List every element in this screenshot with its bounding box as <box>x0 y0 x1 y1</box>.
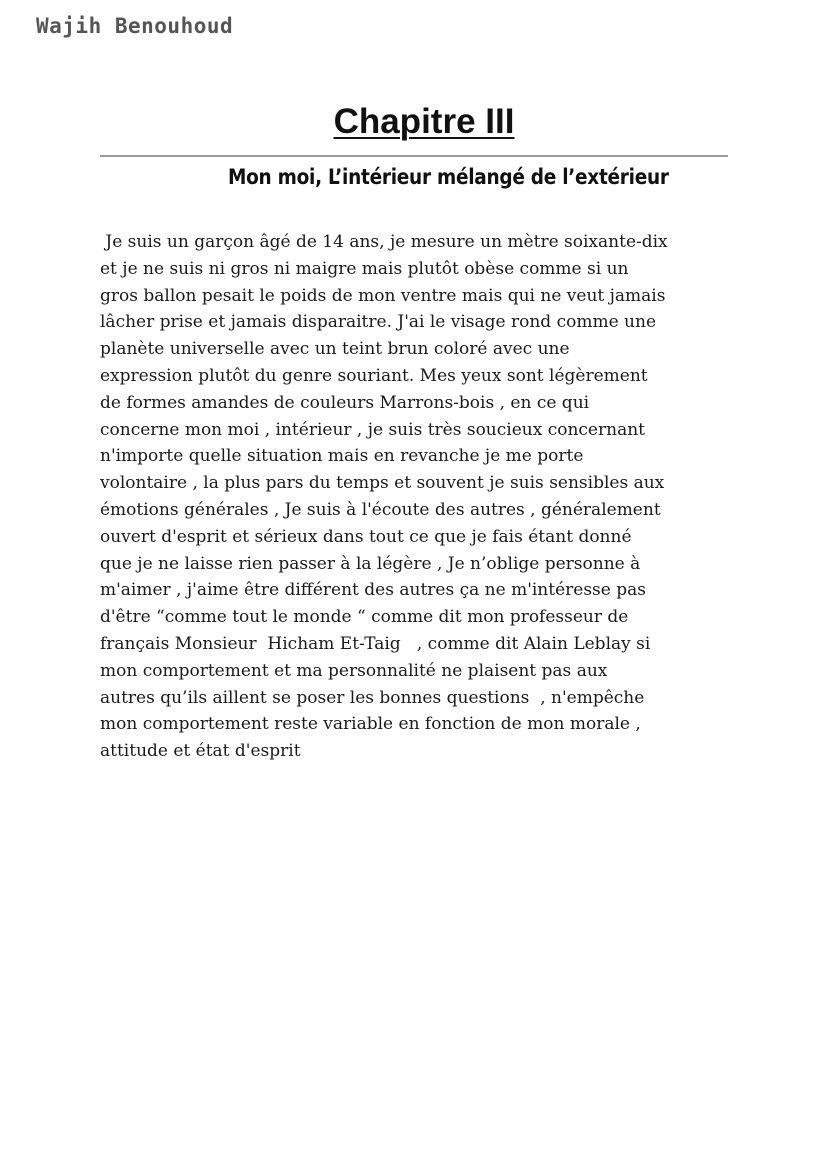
paragraph-line: concerne mon moi , intérieur , je suis très soucieux concernant <box>100 419 645 440</box>
paragraph-line: mon comportement reste variable en fonction de mon morale , <box>100 714 641 735</box>
chapter-subtitle: Mon moi, L’intérieur mélangé de l’extérieur <box>228 165 669 189</box>
paragraph-line: autres qu’ils aillent se poser les bonnes questions , n'empêche <box>100 687 645 708</box>
paragraph-line: volontaire , la plus pars du temps et souvent je suis sensibles aux <box>100 473 665 494</box>
paragraph-line: français Monsieur Hicham Et-Taig , comme dit Alain Leblay si <box>100 633 651 654</box>
paragraph-line: d'être “comme tout le monde “ comme dit mon professeur de <box>100 607 629 628</box>
paragraph-line: de formes amandes de couleurs Marrons-bois , en ce qui <box>100 392 590 413</box>
paragraph-line: gros ballon pesait le poids de mon ventre mais qui ne veut jamais <box>100 285 666 306</box>
paragraph-line: attitude et état d'esprit <box>100 741 301 762</box>
paragraph-line: lâcher prise et jamais disparaitre. J'ai le visage rond comme une <box>100 312 657 333</box>
chapter-title <box>0 100 828 144</box>
title-divider <box>100 155 728 157</box>
paragraph-line: planète universelle avec un teint brun coloré avec une <box>100 339 570 360</box>
chapter-title-text: Chapitre III <box>333 102 515 141</box>
paragraph-line: que je ne laisse rien passer à la légère , Je n’oblige personne à <box>100 553 641 574</box>
paragraph-line: n'importe quelle situation mais en revanche je me porte <box>100 446 584 467</box>
paragraph-line: émotions générales , Je suis à l'écoute des autres , généralement <box>100 499 661 520</box>
author-name: Wajih Benouhoud <box>36 14 234 38</box>
paragraph-line: et je ne suis ni gros ni maigre mais plutôt obèse comme si un <box>100 258 629 279</box>
paragraph-line: ouvert d'esprit et sérieux dans tout ce que je fais étant donné <box>100 526 632 547</box>
paragraph-line: Je suis un garçon âgé de 14 ans, je mesure un mètre soixante-dix <box>100 232 668 252</box>
paragraph-line: m'aimer , j'aime être différent des autres ça ne m'intéresse pas <box>100 580 646 601</box>
paragraph-line: expression plutôt du genre souriant. Mes yeux sont légèrement <box>100 365 648 386</box>
paragraph-line: mon comportement et ma personnalité ne plaisent pas aux <box>100 660 608 681</box>
body-paragraph <box>100 229 740 765</box>
